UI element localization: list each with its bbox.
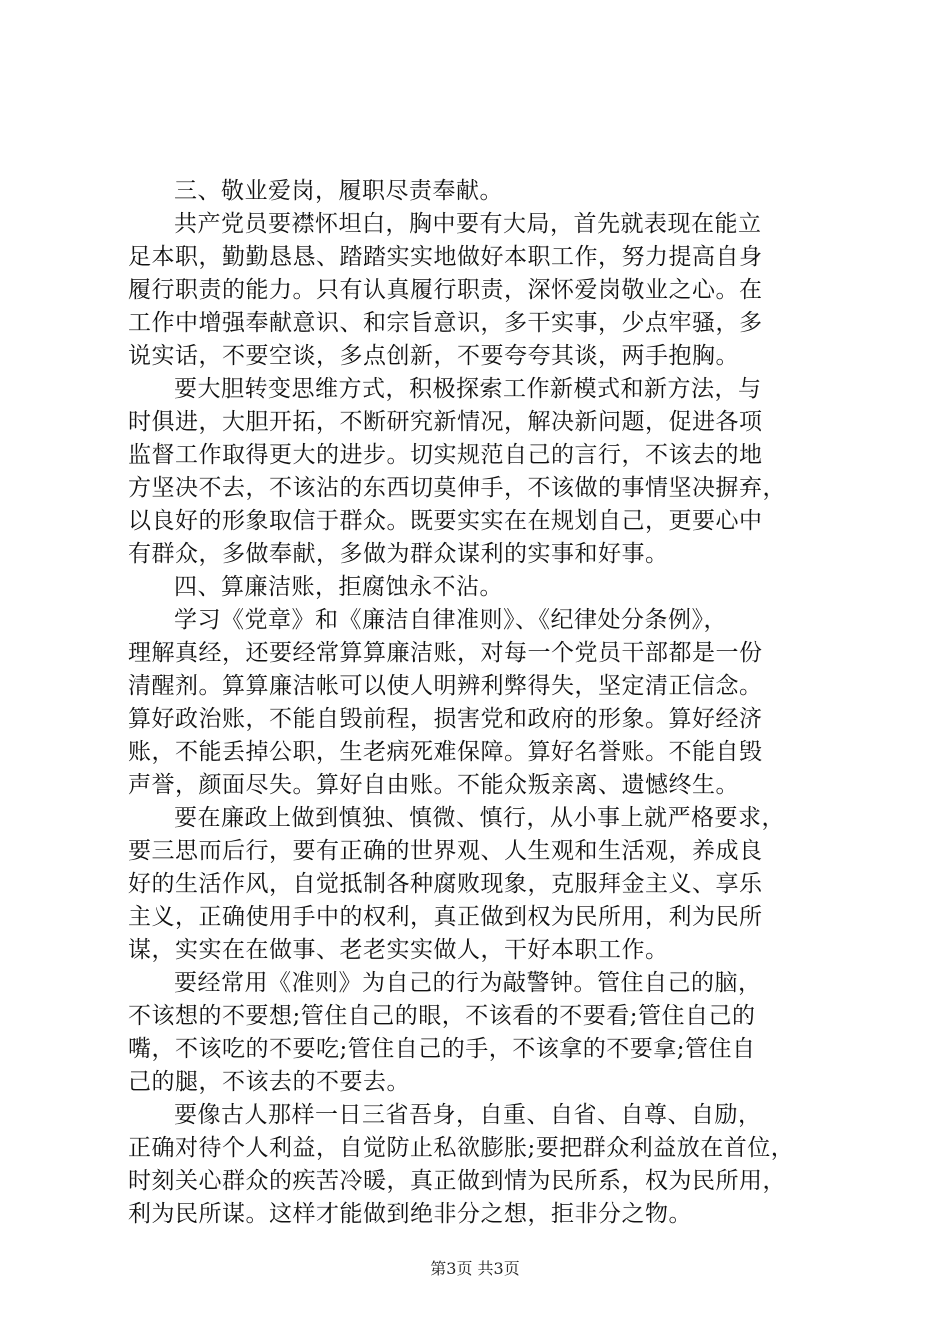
paragraph-line: 履行职责的能力。只有认真履行职责，深怀爱岗敬业之心。在 (128, 277, 763, 303)
paragraph-line: 要经常用《准则》为自己的行为敲警钟。管住自己的脑， (174, 970, 762, 996)
section-heading-4: 四、算廉洁账，拒腐蚀永不沾。 (174, 574, 503, 600)
paragraph-line: 学习《党章》和《廉洁自律准则》、《纪律处分条例》， (174, 607, 727, 633)
paragraph-line: 不该想的不要想;管住自己的眼，不该看的不要看;管住自己的 (128, 1003, 756, 1029)
paragraph-line: 声誉，颜面尽失。算好自由账。不能众叛亲离、遗憾终生。 (128, 772, 739, 798)
paragraph-line: 清醒剂。算算廉洁帐可以使人明辨利弊得失，坚定清正信念。 (128, 673, 763, 699)
paragraph-line: 足本职，勤勤恳恳、踏踏实实地做好本职工作，努力提高自身 (128, 244, 763, 270)
document-body (128, 175, 838, 1231)
paragraph-line: 要在廉政上做到慎独、慎微、慎行，从小事上就严格要求， (174, 805, 785, 831)
paragraph-line: 时刻关心群众的疾苦冷暖，真正做到情为民所系，权为民所用， (128, 1168, 786, 1194)
section-heading-3: 三、敬业爱岗，履职尽责奉献。 (174, 178, 503, 204)
paragraph-line: 账，不能丢掉公职，生老病死难保障。算好名誉账。不能自毁 (128, 739, 763, 765)
paragraph-line: 嘴，不该吃的不要吃;管住自己的手，不该拿的不要拿;管住自 (128, 1036, 756, 1062)
page-footer: 第3页 共3页 (430, 1259, 520, 1278)
paragraph-line: 要像古人那样一日三省吾身，自重、自省、自尊、自励， (174, 1102, 762, 1128)
paragraph-line: 共产党员要襟怀坦白，胸中要有大局，首先就表现在能立 (174, 211, 762, 237)
paragraph-line: 利为民所谋。这样才能做到绝非分之想，拒非分之物。 (128, 1201, 692, 1227)
paragraph-line: 时俱进，大胆开拓，不断研究新情况，解决新问题，促进各项 (128, 409, 763, 435)
paragraph-line: 要大胆转变思维方式，积极探索工作新模式和新方法，与 (174, 376, 762, 402)
paragraph-line: 有群众，多做奉献，多做为群众谋利的实事和好事。 (128, 541, 669, 567)
paragraph-line: 以良好的形象取信于群众。既要实实在在规划自己，更要心中 (128, 508, 763, 534)
paragraph-line: 要三思而后行，要有正确的世界观、人生观和生活观，养成良 (128, 838, 763, 864)
paragraph-line: 监督工作取得更大的进步。切实规范自己的言行，不该去的地 (128, 442, 763, 468)
paragraph-line: 工作中增强奉献意识、和宗旨意识，多干实事，少点牢骚，多 (128, 310, 763, 336)
paragraph-line: 算好政治账，不能自毁前程，损害党和政府的形象。算好经济 (128, 706, 763, 732)
paragraph-line: 说实话，不要空谈，多点创新，不要夸夸其谈，两手抱胸。 (128, 343, 739, 369)
paragraph-line: 己的腿，不该去的不要去。 (128, 1069, 410, 1095)
paragraph-line: 好的生活作风，自觉抵制各种腐败现象，克服拜金主义、享乐 (128, 871, 763, 897)
paragraph-line: 理解真经，还要经常算算廉洁账，对每一个党员干部都是一份 (128, 640, 763, 666)
paragraph-line: 正确对待个人利益，自觉防止私欲膨胀;要把群众利益放在首位， (128, 1135, 795, 1161)
paragraph-line: 主义，正确使用手中的权利，真正做到权为民所用，利为民所 (128, 904, 763, 930)
paragraph-line: 谋，实实在在做事、老老实实做人，干好本职工作。 (128, 937, 669, 963)
paragraph-line: 方坚决不去，不该沾的东西切莫伸手，不该做的事情坚决摒弃， (128, 475, 786, 501)
